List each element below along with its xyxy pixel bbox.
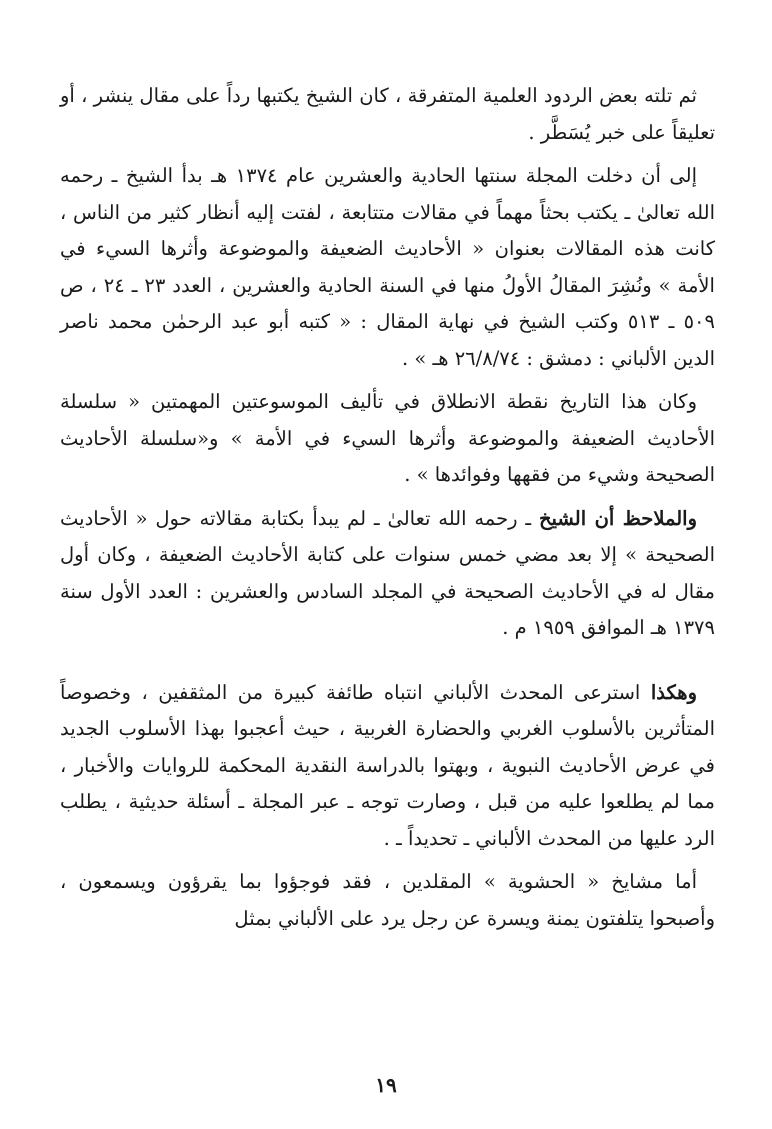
paragraph-4-text: ـ رحمه الله تعالىٰ ـ لم يبدأ بكتابة مقالاته حول « الأحاديث الصحيحة » إلا بعد مضي خمس سنوات على كتابة الأحاديث الضعيفة ، وكان أول مقال له في الأحاديث الصحيحة في المجلد السادس والعشرين : العدد الأول سنة ١٣٧٩ هـ الموافق ١٩٥٩ م . [60,506,715,639]
paragraph-2-text: إلى أن دخلت المجلة سنتها الحادية والعشرين عام ١٣٧٤ هـ بدأ الشيخ ـ رحمه الله تعالىٰ ـ يكتب بحثاً مهماً في مقالات متتابعة ، لفتت إليه أنظار كثير من الناس ، كانت هذه المقالات بعنوان « الأحاديث الضعيفة والموضوعة وأثرها السيء في الأمة » ونُشِرَ المقالُ الأولُ منها في السنة الحادية والعشرين ، العدد ٢٣ ـ ٢٤ ، ص ٥٠٩ ـ ٥١٣ وكتب الشيخ في نهاية المقال : « كتبه أبو عبد الرحمٰن محمد ناصر الدين الألباني : دمشق : ٢٦/٨/٧٤ هـ » . [60,164,715,370]
paragraph-5-lead: وهكذا [650,680,697,704]
paragraph-1-text: ثم تلته بعض الردود العلمية المتفرقة ، كان الشيخ يكتبها رداً على مقال ينشر ، أو تعليقاً على خبر يُسَطَّر . [60,84,715,144]
paragraph-4-lead: والملاحظ أن الشيخ [538,506,697,530]
page-number: ١٩ [375,1073,397,1097]
paragraph-3-text: وكان هذا التاريخ نقطة الانطلاق في تأليف الموسوعتين المهمتين « سلسلة الأحاديث الضعيفة والموضوعة وأثرها السيء في الأمة » و«سلسلة الأحاديث الصحيحة وشيء من فقهها وفوائدها » . [60,390,715,486]
paragraph-4 [60,501,715,647]
paragraph-2 [60,158,715,377]
paragraph-6 [60,864,715,937]
paragraph-5 [60,675,715,858]
paragraph-1 [60,78,715,151]
paragraph-5-text: استرعى المحدث الألباني انتباه طائفة كبيرة من المثقفين ، وخصوصاً المتأثرين بالأسلوب الغربي والحضارة الغربية ، حيث أعجبوا بهذا الأسلوب الجديد في عرض الأحاديث النبوية ، وبهتوا بالدراسة النقدية المحكمة للروايات والأخبار ، مما لم يطلعوا عليه من قبل ، وصارت توجه ـ عبر المجلة ـ أسئلة حديثية ، يطلب الرد عليها من المحدث الألباني ـ تحديداً ـ . [60,680,715,850]
paragraph-6-text: أما مشايخ « الحشوية » المقلدين ، فقد فوجؤوا بما يقرؤون ويسمعون ، وأصبحوا يتلفتون يمنة ويسرة عن رجل يرد على الألباني بمثل [60,870,715,930]
paragraph-3 [60,384,715,494]
document-body [60,78,715,944]
